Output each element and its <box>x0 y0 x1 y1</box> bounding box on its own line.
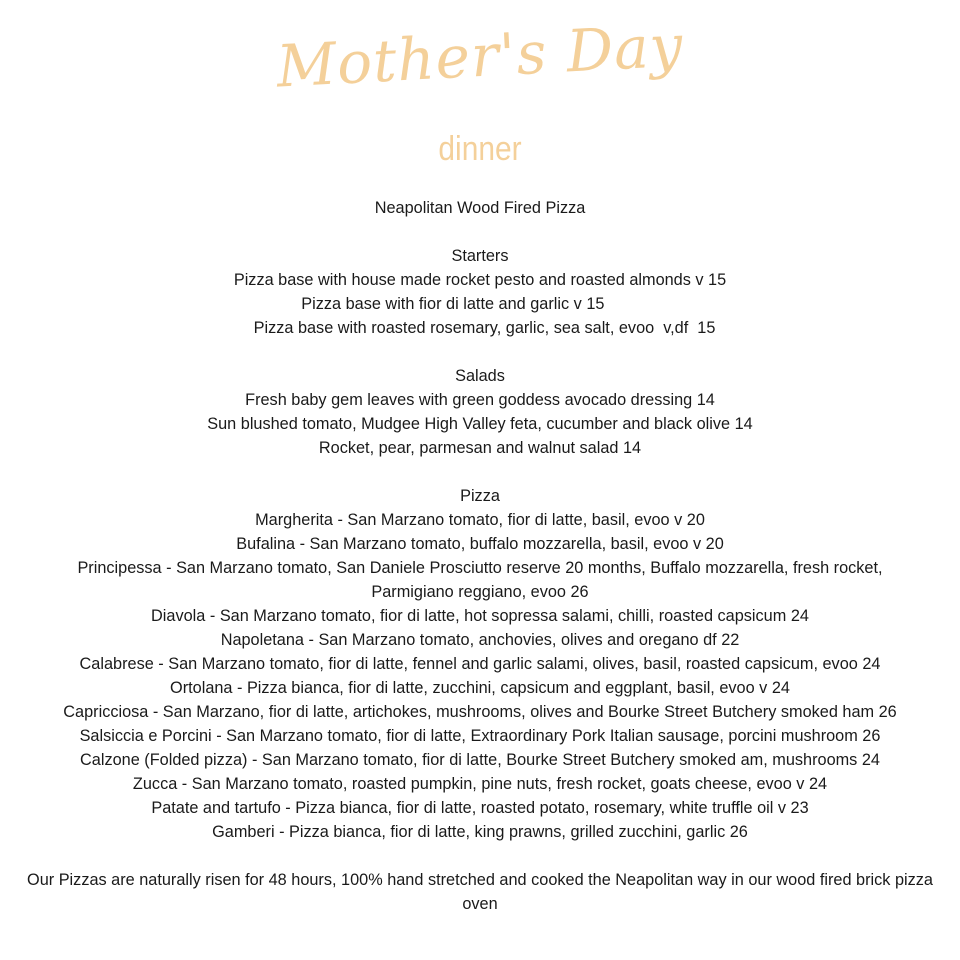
menu-item: Rocket, pear, parmesan and walnut salad 14 <box>318 439 642 457</box>
menu-item: Patate and tartufo - Pizza bianca, fior di latte, roasted potato, rosemary, white truffle oil v 23 <box>151 799 809 817</box>
menu-item: Pizza base with fior di latte and garlic v 15 <box>301 295 659 313</box>
menu-item: Fresh baby gem leaves with green goddess avocado dressing 14 <box>245 391 715 409</box>
spacer <box>20 340 940 364</box>
menu-item: Gamberi - Pizza bianca, fior di latte, king prawns, grilled zucchini, garlic 26 <box>212 823 748 841</box>
spacer <box>20 844 940 868</box>
menu-item: Calabrese - San Marzano tomato, fior di latte, fennel and garlic salami, olives, basil, roasted capsicum, evoo 24 <box>79 655 881 673</box>
menu-item: Pizza base with roasted rosemary, garlic, sea salt, evoo v,df 15 <box>244 319 716 337</box>
menu-body <box>20 196 940 916</box>
menu-item: Zucca - San Marzano tomato, roasted pumpkin, pine nuts, fresh rocket, goats cheese, evoo v 24 <box>132 775 828 793</box>
menu-item: Napoletana - San Marzano tomato, anchovies, olives and oregano df 22 <box>220 631 740 649</box>
section-title-salads: Salads <box>455 367 505 385</box>
menu-item: Ortolana - Pizza bianca, fior di latte, zucchini, capsicum and eggplant, basil, evoo v 24 <box>170 679 790 697</box>
menu-item: Principessa - San Marzano tomato, San Daniele Prosciutto reserve 20 months, Buffalo mozzarella, fresh rocket, <box>77 559 883 577</box>
section-title-starters: Starters <box>451 247 509 265</box>
menu-item: Calzone (Folded pizza) - San Marzano tomato, fior di latte, Bourke Street Butchery smoked am, mushrooms 24 <box>80 751 880 769</box>
menu-item: Parmigiano reggiano, evoo 26 <box>371 583 589 601</box>
menu-item: Salsiccia e Porcini - San Marzano tomato, fior di latte, Extraordinary Pork Italian sausage, porcini mushroom 26 <box>79 727 881 745</box>
footer-note: Our Pizzas are naturally risen for 48 hours, 100% hand stretched and cooked the Neapolitan way in our wood fired brick pizza oven <box>27 871 933 913</box>
spacer <box>20 220 940 244</box>
menu-item: Bufalina - San Marzano tomato, buffalo mozzarella, basil, evoo v 20 <box>236 535 724 553</box>
menu-item: Pizza base with house made rocket pesto and roasted almonds v 15 <box>233 271 727 289</box>
page-subtitle: dinner <box>438 130 522 168</box>
menu-item: Diavola - San Marzano tomato, fior di latte, hot sopressa salami, chilli, roasted capsicum 24 <box>151 607 809 625</box>
section-title-pizza: Pizza <box>460 487 500 505</box>
menu-heading: Neapolitan Wood Fired Pizza <box>374 199 586 217</box>
menu-item: Margherita - San Marzano tomato, fior di latte, basil, evoo v 20 <box>255 511 705 529</box>
menu-item: Sun blushed tomato, Mudgee High Valley feta, cucumber and black olive 14 <box>207 415 753 433</box>
menu-item: Capricciosa - San Marzano, fior di latte, artichokes, mushrooms, olives and Bourke Street Butchery smoked ham 26 <box>63 703 897 721</box>
spacer <box>20 460 940 484</box>
page-title: Mother's Day <box>274 11 686 101</box>
